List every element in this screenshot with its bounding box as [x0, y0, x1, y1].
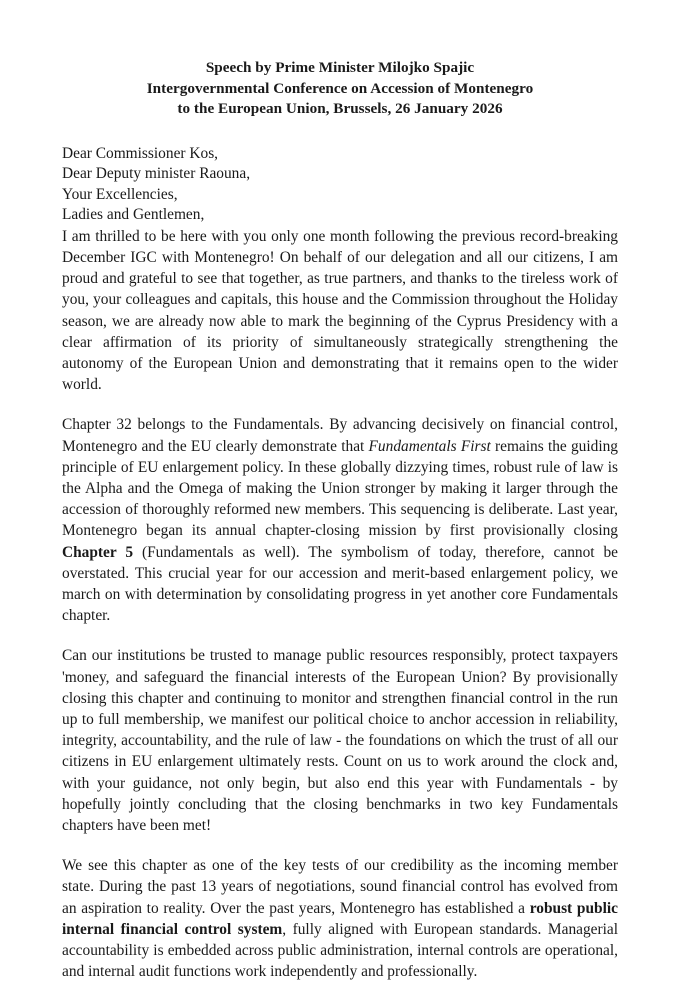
document-title	[62, 58, 618, 120]
salutation-block	[62, 144, 618, 226]
title-line-2: Intergovernmental Conference on Accession of Montenegro	[146, 79, 534, 97]
paragraph-2-text-part-2: remains the guiding principle of EU enlargement policy. In these globally dizzying times, robust rule of law is the Alpha and the Omega of making the Union stronger by making it larger through the accession of thoroughly reformed new members. This sequencing is deliberate. Last year, Montenegro began its annual chapter-closing mission by first provisionally closing	[62, 437, 619, 540]
paragraph-4-text-part-2: , fully aligned with European standards. Managerial accountability is embedded across public administration, internal controls are operational, and internal audit functions work independently and professionally.	[62, 920, 619, 981]
paragraph-4-text-part-1: We see this chapter as one of the key tests of our credibility as the incoming member state. During the past 13 years of negotiations, sound financial control has evolved from an aspiration to reality. Over the past years, Montenegro has established a	[62, 857, 618, 917]
paragraph-3	[62, 645, 618, 836]
salutation-line-1: Dear Commissioner Kos,	[62, 144, 219, 162]
document-body	[62, 0, 618, 998]
paragraph-3-text: Can our institutions be trusted to manage public resources responsibly, protect taxpayers 'money, and safeguard the financial interests of the European Union? By provisionally closing this chapter and continuing to monitor and strengthen financial control in the run up to full membership, we manifest our political choice to anchor accession in reliability, integrity, accountability, and the rule of law - the foundations on which the trust of all our citizens in EU enlargement ultimately rests. Count on us to work around the clock and, with your guidance, not only begin, but also end this year with Fundamentals - by hopefully jointly concluding that the closing benchmarks in two key Fundamentals chapters have been met!	[62, 647, 618, 835]
paragraph-1	[62, 226, 618, 396]
paragraph-2-emphasis-chapter-5: Chapter 5	[62, 543, 134, 561]
paragraph-4-emphasis-pifc-system: robust public internal financial control system	[62, 899, 618, 938]
salutation-line-4: Ladies and Gentlemen,	[62, 206, 205, 224]
paragraph-2	[62, 414, 618, 626]
paragraph-2-text-part-1: Chapter 32 belongs to the Fundamentals. By advancing decisively on financial control, Montenegro and the EU clearly demonstrate that	[62, 416, 618, 455]
salutation-line-2: Dear Deputy minister Raouna,	[62, 165, 251, 183]
paragraph-1-text: I am thrilled to be here with you only one month following the previous record-breaking December IGC with Montenegro! On behalf of our delegation and all our citizens, I am proud and grateful to see that together, as true partners, and thanks to the tireless work of you, your colleagues and capitals, this house and the Commission throughout the Holiday season, we are already now able to mark the beginning of the Cyprus Presidency with a clear affirmation of its priority of simultaneously strategically strengthening the autonomy of the European Union and demonstrating that it remains open to the wider world.	[62, 227, 618, 394]
paragraph-2-text-part-3: (Fundamentals as well). The symbolism of today, therefore, cannot be overstated. This crucial year for our accession and merit-based enlargement policy, we march on with determination by consolidating progress in yet another core Fundamentals chapter.	[62, 543, 619, 625]
title-line-3: to the European Union, Brussels, 26 January 2026	[177, 100, 503, 118]
paragraph-4	[62, 855, 618, 982]
title-line-1: Speech by Prime Minister Milojko Spajic	[205, 59, 475, 76]
salutation-line-3: Your Excellencies,	[62, 185, 178, 203]
paragraph-2-emphasis-fundamentals-first: Fundamentals First	[368, 437, 491, 455]
